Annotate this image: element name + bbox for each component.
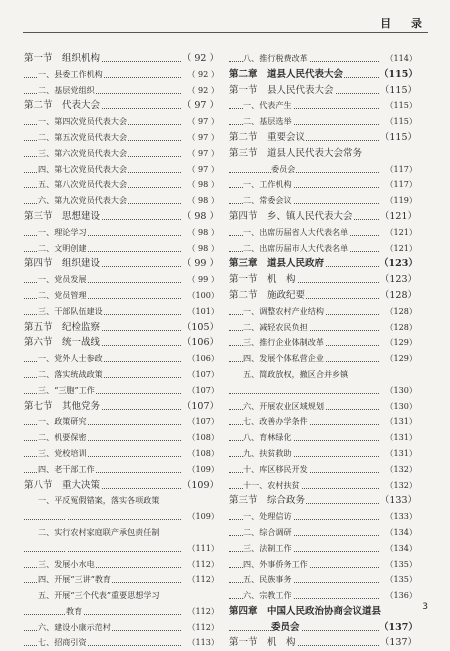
toc-entry-title: 八、育林绿化: [243, 432, 292, 443]
toc-entry: [229, 557, 417, 573]
toc-entry-title: 一、代表产生: [243, 100, 292, 111]
toc-entry: [24, 335, 219, 351]
toc-entry: [229, 446, 417, 462]
toc-entry: [229, 256, 417, 272]
toc-entry: [229, 588, 417, 604]
toc-entry: [24, 146, 219, 162]
toc-entry-title: 第三节 道县人民代表大会常务: [229, 147, 363, 159]
toc-entry-title: 第二节 代表大会: [24, 100, 101, 112]
toc-entry-title: 三、法制工作: [243, 542, 292, 553]
toc-entry: [24, 272, 219, 288]
toc-entry-page: （ 99 ）: [181, 272, 219, 288]
toc-entry-title: 一、调整农村产业结构: [243, 305, 324, 316]
toc-entry-title: 五、民族事务: [243, 574, 292, 585]
toc-entry: [24, 635, 219, 651]
toc-entry-page: （134）: [379, 541, 417, 557]
toc-entry-page: （123）: [379, 256, 417, 272]
toc-entry-page: （109）: [181, 462, 219, 478]
toc-entry-page: （ 92 ）: [181, 83, 219, 99]
toc-entry: [24, 225, 219, 241]
toc-entry: [24, 478, 219, 494]
toc-entry-title: 第四章 中国人民政治协商会议道县: [229, 605, 382, 617]
toc-entry-title: 第二章 道县人民代表大会: [229, 68, 344, 80]
toc-entry-page: （108）: [181, 446, 219, 462]
toc-entry-title: 九、扶贫救助: [243, 447, 292, 458]
toc-entry-title: 四、老干部工作: [38, 463, 95, 474]
toc-entry-title: 十一、农村扶贫: [243, 479, 300, 490]
toc-entry-title: 三、“三胞”工作: [38, 384, 95, 395]
leader-dots: [24, 519, 181, 520]
toc-entry: [24, 620, 219, 636]
toc-entry-page: （134）: [379, 525, 417, 541]
toc-entry-title: 教育: [66, 605, 83, 616]
toc-entry-title: 一、理论学习: [38, 226, 87, 237]
toc-entry-title: 五、开展“三个代表”重要思想学习: [38, 590, 160, 601]
toc-entry-page: （106）: [181, 335, 219, 351]
toc-entry-title: 六、第九次党员代表大会: [38, 195, 128, 206]
toc-entry: [229, 414, 417, 430]
toc-entry: [229, 67, 417, 83]
toc-entry-title: 第四节 组织建设: [24, 258, 101, 270]
running-header-title: 目 录: [380, 17, 430, 30]
toc-entry-page: （105）: [181, 320, 219, 336]
toc-entry: [229, 541, 417, 557]
toc-entry: [229, 493, 417, 509]
toc-entry-title: 二、第五次党员代表大会: [38, 131, 128, 142]
toc-entry: [229, 525, 417, 541]
toc-entry-page: （113）: [181, 635, 219, 651]
toc-entry-page: （114）: [379, 51, 417, 67]
toc-entry-title: 二、基层党组织: [38, 84, 95, 95]
page-number: 3: [422, 602, 428, 612]
toc-entry-page: （131）: [379, 414, 417, 430]
toc-entry-title: [66, 543, 67, 553]
toc-entry-page: （135）: [379, 557, 417, 573]
toc-entry-title: 一、处理信访: [243, 511, 292, 522]
toc-entry-title: 第一节 机 构: [229, 637, 296, 649]
toc-entry: [229, 367, 417, 383]
toc-entry-title: 一、出席历届省人大代表名单: [243, 226, 349, 237]
toc-entry-page: （ 98 ）: [181, 241, 219, 257]
toc-entry-page: （117）: [379, 177, 417, 193]
toc-entry: [229, 620, 417, 636]
toc-entry-page: （137）: [379, 620, 417, 636]
toc-entry: [24, 193, 219, 209]
toc-entry: [24, 320, 219, 336]
toc-entry: [24, 414, 219, 430]
toc-entry: [229, 193, 417, 209]
toc-entry: [24, 541, 219, 557]
toc-entry-title: 六、开展农业区域规划: [243, 400, 324, 411]
toc-entry-page: （112）: [181, 557, 219, 573]
toc-entry-page: （130）: [379, 399, 417, 415]
toc-entry: [24, 288, 219, 304]
toc-entry: [229, 478, 417, 494]
toc-entry-page: （132）: [379, 478, 417, 494]
toc-entry-title: 委员会: [271, 621, 300, 633]
toc-entry: [229, 83, 417, 99]
toc-entry: [229, 383, 417, 399]
toc-entry: [229, 177, 417, 193]
leader-dots: [24, 614, 181, 615]
toc-entry-title: 一、党外人士参政: [38, 353, 103, 364]
toc-entry-title: 一、县委工作机构: [38, 68, 103, 79]
toc-left-column: [24, 51, 219, 651]
toc-entry-page: （ 97 ）: [181, 114, 219, 130]
toc-entry-page: （109）: [181, 509, 219, 525]
toc-entry-title: 二、综合调研: [243, 526, 292, 537]
toc-entry-title: 四、外事侨务工作: [243, 558, 308, 569]
toc-entry-page: （ 98 ）: [181, 225, 219, 241]
toc-entry-title: 四、发展个体私营企业: [243, 353, 324, 364]
toc-entry-page: （136）: [379, 588, 417, 604]
toc-entry: [229, 304, 417, 320]
toc-entry: [24, 130, 219, 146]
toc-entry: [24, 446, 219, 462]
toc-entry-page: （ 92 ）: [181, 67, 219, 83]
toc-entry: [24, 430, 219, 446]
toc-entry: [24, 557, 219, 573]
toc-entry-page: （128）: [379, 304, 417, 320]
toc-entry-page: （128）: [379, 288, 417, 304]
toc-entry-title: 六、建设小康示范村: [38, 621, 111, 632]
toc-entry-page: （115）: [379, 67, 417, 83]
toc-entry-page: （108）: [181, 430, 219, 446]
toc-entry-title: 二、基层选举: [243, 116, 292, 127]
toc-entry-title: 八、推行税费改革: [243, 53, 308, 63]
toc-entry-title: 一、第四次党员代表大会: [38, 116, 128, 127]
toc-entry: [229, 209, 417, 225]
toc-entry-page: （ 97 ）: [181, 162, 219, 178]
toc-entry-page: （107）: [181, 399, 219, 415]
toc-entry: [24, 177, 219, 193]
toc-entry-page: （121）: [379, 209, 417, 225]
toc-entry-page: （115）: [379, 83, 417, 99]
toc-entry-page: （135）: [379, 572, 417, 588]
toc-entry-title: 第三章 道县人民政府: [229, 258, 325, 270]
toc-entry-page: （123）: [379, 272, 417, 288]
toc-entry-title: 一、政策研究: [38, 416, 87, 427]
toc-entry: [229, 572, 417, 588]
toc-entry: [24, 162, 219, 178]
toc-entry-title: 一、党员发展: [38, 274, 87, 285]
toc-entry-page: （107）: [181, 367, 219, 383]
toc-entry-title: 第二节 重要会议: [229, 131, 306, 143]
toc-entry: [229, 225, 417, 241]
toc-entry: [24, 367, 219, 383]
toc-entry-page: （133）: [379, 509, 417, 525]
toc-entry-title: 三、党校培训: [38, 447, 87, 458]
toc-entry-page: （ 97 ）: [181, 130, 219, 146]
toc-entry-page: （133）: [379, 493, 417, 509]
toc-entry: [24, 525, 219, 541]
toc-entry-page: （112）: [181, 572, 219, 588]
toc-entry-title: 委员会: [271, 163, 296, 174]
toc-entry: [24, 399, 219, 415]
toc-entry-title: 四、第七次党员代表大会: [38, 163, 128, 174]
toc-entry-title: [271, 385, 272, 395]
toc-entry-title: 二、落实统战政策: [38, 368, 103, 379]
toc-entry-title: 三、第六次党员代表大会: [38, 147, 128, 158]
toc-entry-page: （129）: [379, 351, 417, 367]
toc-entry: [24, 256, 219, 272]
toc-entry-page: （100）: [181, 288, 219, 304]
toc-entry: [24, 209, 219, 225]
toc-entry-title: 第三节 综合政务: [229, 495, 306, 507]
toc-entry-page: （107）: [181, 383, 219, 399]
toc-entry-page: （ 98 ）: [181, 209, 219, 225]
toc-entry-page: （112）: [181, 604, 219, 620]
toc-entry-title: 二、常委会议: [243, 195, 292, 206]
toc-entry: [229, 130, 417, 146]
toc-entry: [229, 162, 417, 178]
toc-entry-page: （115）: [379, 98, 417, 114]
toc-entry-page: （ 92 ）: [181, 51, 219, 67]
leader-dots: [229, 630, 379, 631]
toc-entry-title: 第四节 乡、镇人民代表大会: [229, 210, 353, 222]
toc-entry-page: （131）: [379, 430, 417, 446]
toc-entry-page: （131）: [379, 446, 417, 462]
toc-entry: [24, 83, 219, 99]
toc-entry-title: 二、实行农村家庭联产承包责任制: [38, 526, 160, 537]
toc-entry-title: 第六节 统一战线: [24, 337, 101, 349]
toc-entry-page: （130）: [379, 383, 417, 399]
toc-entry-title: 第一节 县人民代表大会: [229, 84, 334, 96]
toc-entry-title: 第八节 重大决策: [24, 479, 101, 491]
toc-entry: [229, 146, 417, 162]
toc-entry: [229, 288, 417, 304]
toc-entry-page: （128）: [379, 320, 417, 336]
toc-entry-title: 二、党员管理: [38, 289, 87, 300]
toc-entry: [229, 51, 417, 67]
toc-entry-page: （137）: [379, 635, 417, 651]
toc-right-column: [229, 51, 417, 651]
toc-entry-title: 五、第八次党员代表大会: [38, 179, 128, 190]
toc-entry-page: （109）: [181, 478, 219, 494]
toc-entry-title: 二、机要保密: [38, 432, 87, 443]
toc-entry-page: （106）: [181, 351, 219, 367]
toc-entry-title: 第七节 其他党务: [24, 400, 101, 412]
toc-entry: [24, 241, 219, 257]
toc-entry-page: （111）: [181, 541, 219, 557]
toc-entry: [229, 114, 417, 130]
toc-entry-title: [66, 511, 67, 521]
toc-entry: [229, 509, 417, 525]
toc-entry-page: （ 97 ）: [181, 98, 219, 114]
toc-entry-title: 第三节 思想建设: [24, 210, 101, 222]
toc-entry-title: 五、简政放权，撤区合并乡镇: [243, 368, 349, 379]
toc-entry-page: （ 98 ）: [181, 177, 219, 193]
toc-entry: [24, 67, 219, 83]
toc-entry-page: （121）: [379, 225, 417, 241]
toc-entry: [229, 399, 417, 415]
toc-entry-page: （107）: [181, 414, 219, 430]
toc-entry-title: 第五节 纪检监察: [24, 321, 101, 333]
toc-entry-title: 第一节 机 构: [229, 274, 296, 286]
toc-entry: [229, 335, 417, 351]
toc-entry-title: 二、减轻农民负担: [243, 321, 308, 332]
toc-entry-page: （132）: [379, 462, 417, 478]
toc-entry-page: （129）: [379, 335, 417, 351]
toc-entry: [24, 351, 219, 367]
toc-entry-page: （119）: [379, 193, 417, 209]
leader-dots: [229, 172, 379, 173]
toc-entry-page: （ 99 ）: [181, 256, 219, 272]
toc-entry: [229, 272, 417, 288]
toc-entry-page: （ 97 ）: [181, 146, 219, 162]
toc-entry: [229, 320, 417, 336]
toc-entry: [24, 304, 219, 320]
toc-entry-title: 二、出席历届市人大代表名单: [243, 242, 349, 253]
header-rule: [23, 32, 428, 33]
toc-entry: [24, 51, 219, 67]
toc-entry-title: 三、发展小水电: [38, 558, 95, 569]
toc-entry-page: （117）: [379, 162, 417, 178]
toc-entry-title: 十、库区移民开发: [243, 463, 308, 474]
toc-entry-title: 一、工作机构: [243, 179, 292, 190]
toc-entry: [24, 98, 219, 114]
toc-entry-title: 二、文明创建: [38, 242, 87, 253]
toc-entry: [24, 509, 219, 525]
toc-entry: [229, 241, 417, 257]
toc-entry-title: 六、宗教工作: [243, 590, 292, 601]
toc-entry-title: 一、平反冤假错案，落实各项政策: [38, 495, 160, 506]
toc-entry-title: 三、推行企业体制改革: [243, 337, 324, 348]
toc-entry-page: （115）: [379, 130, 417, 146]
toc-entry: [24, 604, 219, 620]
toc-entry: [229, 635, 417, 651]
toc-entry: [229, 98, 417, 114]
leader-dots: [229, 393, 379, 394]
toc-entry: [24, 572, 219, 588]
toc-entry: [229, 462, 417, 478]
toc-entry-title: 第一节 组织机构: [24, 53, 101, 64]
toc-entry-title: 七、招商引资: [38, 637, 87, 648]
toc-entry-page: （112）: [181, 620, 219, 636]
toc-entry: [24, 493, 219, 509]
toc-entry: [229, 604, 417, 620]
leader-dots: [24, 551, 181, 552]
toc-entry: [24, 114, 219, 130]
toc-entry: [24, 462, 219, 478]
toc-entry: [229, 351, 417, 367]
toc-entry-page: （101）: [181, 304, 219, 320]
toc-entry: [24, 383, 219, 399]
toc-entry-page: （ 98 ）: [181, 193, 219, 209]
toc-entry-title: 三、干部队伍建设: [38, 305, 103, 316]
toc-entry-page: （115）: [379, 114, 417, 130]
toc-entry: [24, 588, 219, 604]
toc-entry: [229, 430, 417, 446]
toc-entry-title: 七、改善办学条件: [243, 416, 308, 427]
toc-entry-title: 四、开展“三讲”教育: [38, 574, 112, 585]
toc-entry-page: （121）: [379, 241, 417, 257]
toc-entry-title: 第二节 施政纪要: [229, 289, 306, 301]
